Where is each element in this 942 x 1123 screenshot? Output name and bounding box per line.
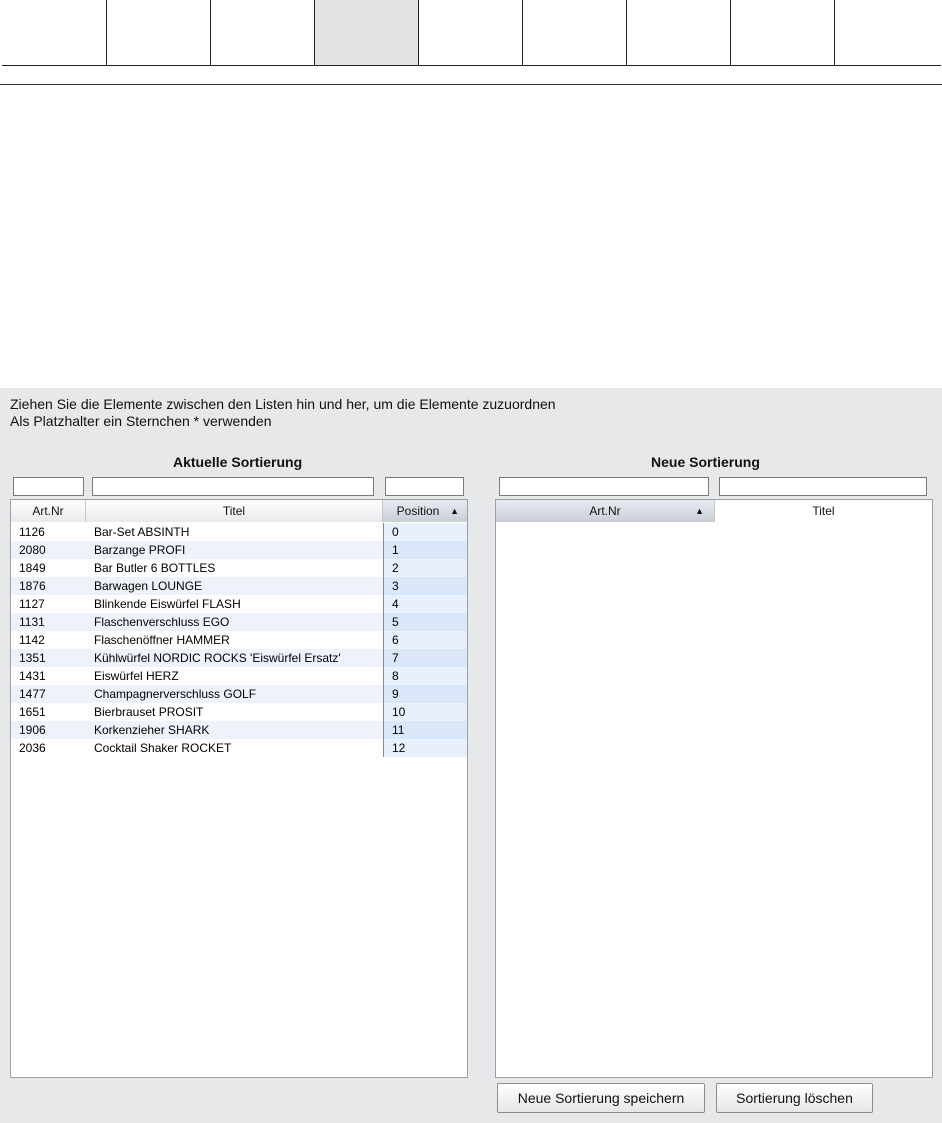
cell-titel: Bar-Set ABSINTH xyxy=(94,525,190,539)
instruction-line-2: Als Platzhalter ein Sternchen * verwenden xyxy=(10,413,272,429)
cell-position: 4 xyxy=(383,595,467,613)
table-row[interactable] xyxy=(11,685,467,703)
tab-4-active[interactable] xyxy=(314,0,418,65)
filter-position-left[interactable] xyxy=(385,477,464,496)
sorting-panel xyxy=(0,388,942,1123)
tab-9[interactable] xyxy=(834,0,938,65)
table-row[interactable] xyxy=(11,541,467,559)
header-position[interactable] xyxy=(383,500,467,522)
table-row[interactable] xyxy=(11,667,467,685)
cell-position: 10 xyxy=(383,703,467,721)
table-row[interactable] xyxy=(11,631,467,649)
header-artnr[interactable]: Art.Nr xyxy=(11,500,86,522)
cell-titel: Eiswürfel HERZ xyxy=(94,669,179,683)
table-row[interactable] xyxy=(11,721,467,739)
cell-artnr: 1876 xyxy=(11,577,86,595)
top-tab-strip xyxy=(2,0,941,66)
sort-ascending-icon: ▲ xyxy=(450,506,459,516)
cell-titel: Flaschenöffner HAMMER xyxy=(94,633,230,647)
cell-artnr: 1126 xyxy=(19,525,45,539)
tab-8[interactable] xyxy=(730,0,834,65)
filter-titel-left[interactable] xyxy=(92,477,374,496)
cell-position: 3 xyxy=(383,577,467,595)
cell-position: 5 xyxy=(383,613,467,631)
clear-sorting-button[interactable]: Sortierung löschen xyxy=(716,1083,873,1113)
new-sorting-list[interactable] xyxy=(495,499,933,1078)
cell-artnr: 1142 xyxy=(19,633,45,647)
tab-5[interactable] xyxy=(418,0,522,65)
cell-titel: Bierbrauset PROSIT xyxy=(94,705,204,719)
cell-artnr: 1131 xyxy=(11,613,86,631)
cell-position: 11 xyxy=(383,721,467,739)
instructions xyxy=(10,396,556,430)
table-row[interactable] xyxy=(11,577,467,595)
tab-6[interactable] xyxy=(522,0,626,65)
tab-3[interactable] xyxy=(210,0,314,65)
tab-1[interactable] xyxy=(2,0,106,65)
cell-position: 8 xyxy=(383,667,467,685)
header-position-label: Position xyxy=(396,504,440,518)
cell-titel: Cocktail Shaker ROCKET xyxy=(94,741,232,755)
filter-artnr-left[interactable] xyxy=(13,477,84,496)
cell-position: 7 xyxy=(383,649,467,667)
sort-ascending-icon: ▲ xyxy=(695,506,704,516)
instruction-line-1: Ziehen Sie die Elemente zwischen den Listen hin und her, um die Elemente zuzuordnen xyxy=(10,396,556,412)
table-row[interactable] xyxy=(11,739,467,757)
cell-position: 1 xyxy=(383,541,467,559)
current-sorting-title: Aktuelle Sortierung xyxy=(173,454,303,470)
cell-titel: Flaschenverschluss EGO xyxy=(86,613,383,631)
table-row[interactable] xyxy=(11,703,467,721)
table-row[interactable] xyxy=(11,649,467,667)
cell-artnr: 1351 xyxy=(11,649,86,667)
table-row[interactable] xyxy=(11,613,467,631)
current-sorting-list[interactable] xyxy=(10,499,468,1078)
header-artnr-new-label: Art.Nr xyxy=(589,504,621,518)
cell-artnr: 1127 xyxy=(19,597,45,611)
new-sorting-title: Neue Sortierung xyxy=(651,454,760,470)
table-row[interactable] xyxy=(11,523,467,541)
cell-artnr: 1431 xyxy=(19,669,46,683)
filter-titel-right[interactable] xyxy=(719,477,927,496)
cell-artnr: 2036 xyxy=(19,741,46,755)
filter-artnr-right[interactable] xyxy=(499,477,709,496)
header-artnr-new[interactable] xyxy=(496,500,715,522)
cell-position: 12 xyxy=(383,739,467,757)
cell-titel: Bar Butler 6 BOTTLES xyxy=(94,561,216,575)
table-row[interactable] xyxy=(11,559,467,577)
cell-position: 6 xyxy=(383,631,467,649)
cell-artnr: 2080 xyxy=(11,541,86,559)
tab-7[interactable] xyxy=(626,0,730,65)
header-titel[interactable]: Titel xyxy=(86,500,383,522)
cell-artnr: 1477 xyxy=(11,685,86,703)
cell-titel: Barwagen LOUNGE xyxy=(86,577,383,595)
cell-titel: Barzange PROFI xyxy=(86,541,383,559)
cell-titel: Kühlwürfel NORDIC ROCKS 'Eiswürfel Ersatz' xyxy=(86,649,383,667)
cell-titel: Korkenzieher SHARK xyxy=(86,721,383,739)
cell-position: 9 xyxy=(383,685,467,703)
cell-artnr: 1906 xyxy=(11,721,86,739)
cell-position: 0 xyxy=(383,523,467,541)
separator-line xyxy=(0,84,942,85)
cell-artnr: 1651 xyxy=(19,705,46,719)
table-row[interactable] xyxy=(11,595,467,613)
cell-titel: Champagnerverschluss GOLF xyxy=(86,685,383,703)
cell-position: 2 xyxy=(383,559,467,577)
cell-artnr: 1849 xyxy=(19,561,46,575)
save-new-sorting-button[interactable]: Neue Sortierung speichern xyxy=(497,1083,705,1113)
header-titel-new[interactable]: Titel xyxy=(715,500,932,522)
cell-titel: Blinkende Eiswürfel FLASH xyxy=(94,597,241,611)
tab-2[interactable] xyxy=(106,0,210,65)
